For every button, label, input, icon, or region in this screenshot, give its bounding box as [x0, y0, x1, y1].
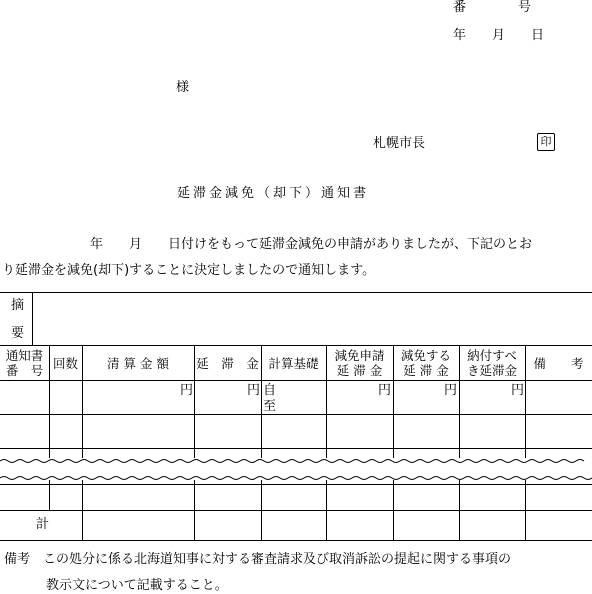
body-text-line-2: り延滞金を減免(却下)することに決定しましたので通知します。 [2, 263, 376, 278]
seal-stamp: 印 [537, 133, 555, 151]
summary-label-top: 摘 [11, 298, 25, 313]
total-label: 計 [36, 517, 50, 532]
summary-label-bottom: 要 [11, 326, 25, 341]
unit-yen-request: 円 [378, 383, 392, 398]
header-payable-late-fee: 納付すべ き延滞金 [466, 348, 517, 378]
header-reduction-request: 減免申請 延 滞 金 [334, 348, 385, 378]
date-label: 年 月 日 [453, 28, 545, 43]
header-count: 回数 [52, 356, 78, 371]
unit-yen-settlement: 円 [180, 383, 194, 398]
header-remarks: 備 考 [533, 356, 584, 371]
unit-yen-reduction: 円 [444, 383, 458, 398]
header-reduction-amount: 減免する 延 滞 金 [400, 348, 451, 378]
body-text-line-1: 年 月 日付けをもって延滞金減免の申請がありましたが、下記のとお [90, 237, 533, 252]
header-notice-number: 通知書 番 号 [5, 348, 44, 378]
table-grid [0, 292, 592, 542]
header-late-fee: 延 滞 金 [196, 356, 259, 371]
issuer-name: 札幌市長 [373, 136, 426, 151]
unit-yen-late-fee: 円 [247, 383, 261, 398]
unit-yen-payable: 円 [511, 383, 525, 398]
basis-from: 自 [263, 383, 277, 398]
remarks-note-line-2: 教示文について記載すること。 [46, 578, 228, 593]
number-label: 番 号 [453, 0, 532, 15]
remarks-note-line-1: 備考 この処分に係る北海道知事に対する審査請求及び取消訴訟の提起に関する事項の [4, 552, 512, 567]
addressee-suffix: 様 [176, 80, 190, 95]
header-calculation-basis: 計算基礎 [268, 356, 319, 371]
header-settlement-amount: 清 算 金 額 [107, 356, 169, 371]
basis-to: 至 [263, 399, 277, 414]
document-title: 延滞金減免（却下）通知書 [177, 186, 370, 201]
